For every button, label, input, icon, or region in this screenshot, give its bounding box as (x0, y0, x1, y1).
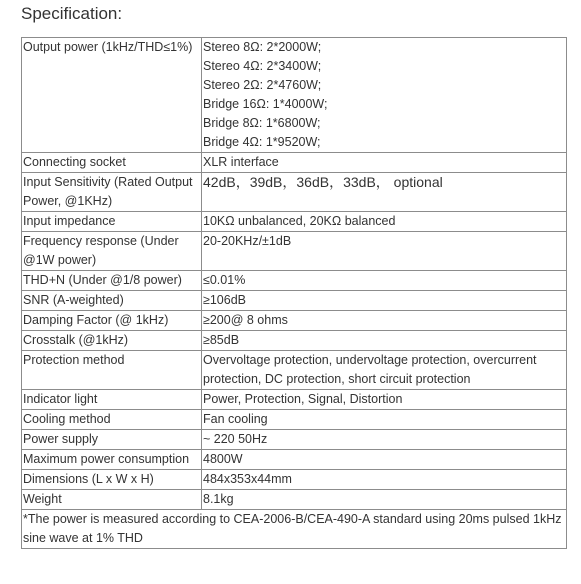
table-row (22, 38, 567, 153)
row-value: 20-20KHz/±1dB (202, 232, 567, 271)
row-value: 4800W (202, 450, 567, 470)
table-row (22, 390, 567, 410)
row-label: Dimensions (L x W x H) (22, 470, 202, 490)
row-value: ≥106dB (202, 291, 567, 311)
row-label: Input impedance (22, 212, 202, 232)
row-label: Indicator light (22, 390, 202, 410)
table-row (22, 271, 567, 291)
row-label: Weight (22, 490, 202, 510)
output-power-line: Bridge 4Ω: 1*9520W; (203, 135, 321, 149)
row-value: ≤0.01% (202, 271, 567, 291)
row-label: Damping Factor (@ 1kHz) (22, 311, 202, 331)
specification-table (21, 37, 567, 549)
table-row (22, 430, 567, 450)
table-row (22, 291, 567, 311)
row-value: XLR interface (202, 153, 567, 173)
table-row (22, 510, 567, 549)
row-label: THD+N (Under @1/8 power) (22, 271, 202, 291)
row-value: 42dB，39dB，36dB，33dB， optional (202, 173, 567, 212)
row-value: ≥85dB (202, 331, 567, 351)
table-row (22, 470, 567, 490)
table-row (22, 153, 567, 173)
row-label: SNR (A-weighted) (22, 291, 202, 311)
row-value: ~ 220 50Hz (202, 430, 567, 450)
table-row (22, 351, 567, 390)
row-value: ≥200@ 8 ohms (202, 311, 567, 331)
row-value: Fan cooling (202, 410, 567, 430)
row-label: Protection method (22, 351, 202, 390)
footnote: *The power is measured according to CEA-2006-B/CEA-490-A standard using 20ms pulsed 1kHz sine wave at 1% THD (22, 510, 567, 549)
row-value: 8.1kg (202, 490, 567, 510)
row-value: Power, Protection, Signal, Distortion (202, 390, 567, 410)
row-label: Output power (1kHz/THD≤1%) (22, 38, 202, 153)
output-power-line: Stereo 2Ω: 2*4760W; (203, 78, 322, 92)
table-row (22, 450, 567, 470)
page-title: Specification: (21, 4, 123, 23)
row-label: Frequency response (Under @1W power) (22, 232, 202, 271)
table-row (22, 331, 567, 351)
row-value (202, 38, 567, 153)
row-value: Overvoltage protection, undervoltage protection, overcurrent protection, DC protection, short circuit protection (202, 351, 567, 390)
row-label: Cooling method (22, 410, 202, 430)
table-row (22, 311, 567, 331)
row-label: Power supply (22, 430, 202, 450)
table-row (22, 490, 567, 510)
table-row (22, 232, 567, 271)
row-label: Input Sensitivity (Rated Output Power, @1KHz) (22, 173, 202, 212)
table-row (22, 173, 567, 212)
row-value: 484x353x44mm (202, 470, 567, 490)
row-label: Maximum power consumption (22, 450, 202, 470)
row-value: 10KΩ unbalanced, 20KΩ balanced (202, 212, 567, 232)
table-row (22, 410, 567, 430)
table-row (22, 212, 567, 232)
output-power-line: Stereo 4Ω: 2*3400W; (203, 59, 322, 73)
output-power-line: Bridge 8Ω: 1*6800W; (203, 116, 321, 130)
row-label: Connecting socket (22, 153, 202, 173)
output-power-line: Stereo 8Ω: 2*2000W; (203, 40, 322, 54)
row-label: Crosstalk (@1kHz) (22, 331, 202, 351)
output-power-line: Bridge 16Ω: 1*4000W; (203, 97, 328, 111)
